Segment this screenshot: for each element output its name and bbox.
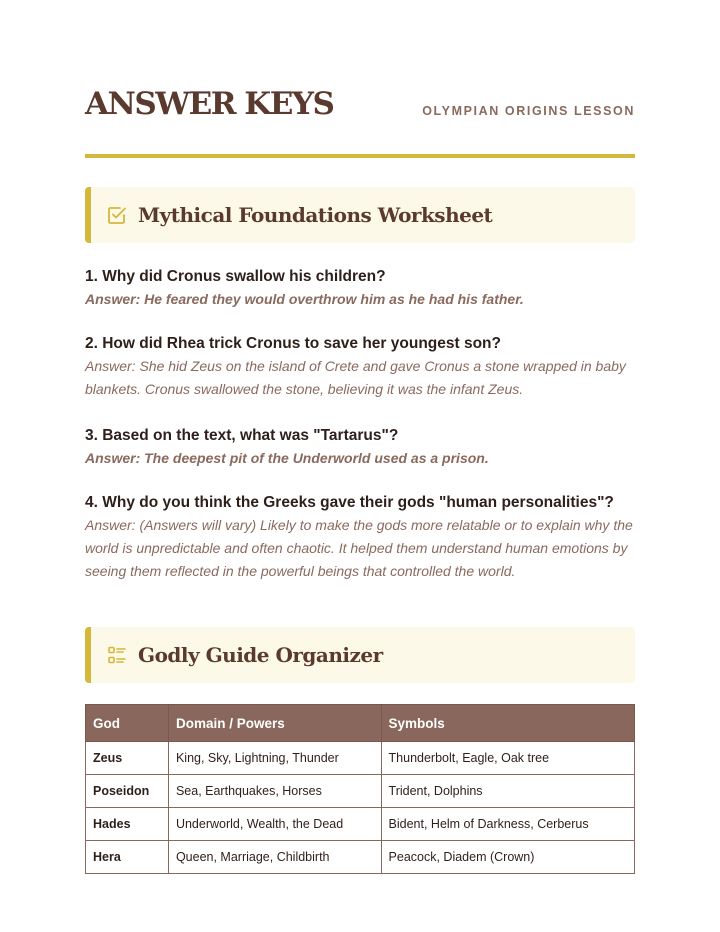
checkbox-icon: [107, 205, 127, 225]
question-text: 1. Why did Cronus swallow his children?: [85, 268, 386, 285]
domain-cell: Sea, Earthquakes, Horses: [168, 775, 381, 808]
symbols-cell: Peacock, Diadem (Crown): [381, 841, 634, 874]
god-cell: Zeus: [86, 742, 169, 775]
worksheet-section-banner: [85, 187, 635, 243]
organizer-section-banner: [85, 627, 635, 683]
list-icon: [107, 645, 127, 665]
question-block-4: [85, 492, 645, 583]
domain-cell: Underworld, Wealth, the Dead: [168, 808, 381, 841]
column-header: Symbols: [381, 705, 634, 742]
answer-text: Answer: The deepest pit of the Underworld used as a prison.: [85, 450, 489, 466]
symbols-cell: Bident, Helm of Darkness, Cerberus: [381, 808, 634, 841]
god-cell: Hades: [86, 808, 169, 841]
table-header-row: [86, 705, 635, 742]
question-text: 4. Why do you think the Greeks gave their gods "human personalities"?: [85, 494, 614, 511]
page-title: ANSWER KEYS: [85, 86, 334, 122]
table-row: [86, 742, 635, 775]
organizer-title: Godly Guide Organizer: [138, 643, 383, 667]
answer-text-line: world is unpredictable and often chaotic. It helped them understand human emotions by: [85, 540, 628, 556]
column-header: God: [86, 705, 169, 742]
domain-cell: Queen, Marriage, Childbirth: [168, 841, 381, 874]
symbols-cell: Trident, Dolphins: [381, 775, 634, 808]
question-block-2: [85, 333, 645, 401]
question-text: 2. How did Rhea trick Cronus to save her youngest son?: [85, 335, 501, 352]
god-cell: Poseidon: [86, 775, 169, 808]
gods-table: [85, 704, 635, 874]
symbols-cell: Thunderbolt, Eagle, Oak tree: [381, 742, 634, 775]
god-cell: Hera: [86, 841, 169, 874]
page-header: [85, 84, 635, 124]
answer-text-line: blankets. Cronus swallowed the stone, believing it was the infant Zeus.: [85, 381, 524, 397]
worksheet-title: Mythical Foundations Worksheet: [138, 203, 493, 227]
question-text: 3. Based on the text, what was "Tartarus"?: [85, 427, 399, 444]
table-row: [86, 808, 635, 841]
question-block-3: [85, 425, 645, 470]
table-row: [86, 775, 635, 808]
lesson-subtitle: OLYMPIAN ORIGINS LESSON: [422, 104, 635, 118]
question-block-1: [85, 266, 645, 311]
table-row: [86, 841, 635, 874]
domain-cell: King, Sky, Lightning, Thunder: [168, 742, 381, 775]
column-header: Domain / Powers: [168, 705, 381, 742]
answer-text-line: seeing them reflected in the powerful beings that controlled the world.: [85, 563, 516, 579]
answer-text: Answer: He feared they would overthrow him as he had his father.: [85, 291, 524, 307]
answer-text-line: Answer: (Answers will vary) Likely to make the gods more relatable or to explain why the: [85, 517, 633, 533]
answer-text-line: Answer: She hid Zeus on the island of Crete and gave Cronus a stone wrapped in baby: [85, 358, 626, 374]
header-divider: [85, 154, 635, 158]
